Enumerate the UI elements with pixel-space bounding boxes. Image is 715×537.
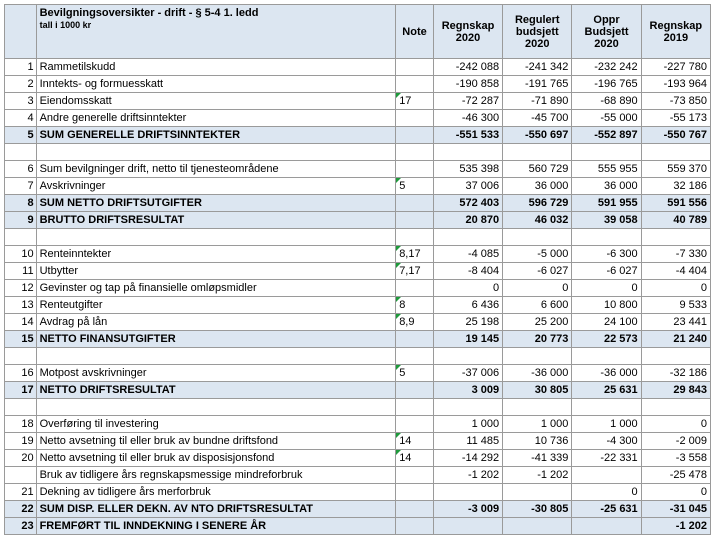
value-regnskap-2019: 23 441	[641, 314, 710, 331]
note-text: 14	[399, 452, 412, 464]
value-regnskap-2020: -3 009	[433, 501, 502, 518]
table-row	[5, 467, 711, 484]
table-row	[5, 314, 711, 331]
table-title: Bevilgningsoversikter - drift - § 5-4 1. ledd	[39, 7, 259, 19]
value-regnskap-2020: 3 009	[433, 382, 502, 399]
value-regulert-budsjett-2020: -1 202	[503, 467, 572, 484]
table-subtitle: tall i 1000 kr	[39, 20, 92, 30]
header-col3-line: 2020	[594, 37, 619, 50]
spacer-row	[5, 144, 711, 161]
row-label: Renteinntekter	[36, 246, 396, 263]
value-oppr-budsjett-2020: -552 897	[572, 127, 641, 144]
value-regnskap-2020: 20 870	[433, 212, 502, 229]
row-number: 21	[5, 484, 37, 501]
value-oppr-budsjett-2020: 0	[572, 280, 641, 297]
table-row	[5, 93, 711, 110]
spacer-cell	[572, 399, 641, 416]
value-regnskap-2020: -72 287	[433, 93, 502, 110]
row-note	[396, 280, 434, 297]
spacer-cell	[433, 348, 502, 365]
value-oppr-budsjett-2020: 591 955	[572, 195, 641, 212]
row-label: Dekning av tidligere års merforbruk	[36, 484, 396, 501]
header-title-cell	[36, 5, 396, 59]
value-regnskap-2020: 19 145	[433, 331, 502, 348]
row-label: Gevinster og tap på finansielle omløpsmidler	[36, 280, 396, 297]
spacer-cell	[641, 229, 710, 246]
header-col3-line: Budsjett	[584, 25, 629, 38]
spacer-cell	[503, 348, 572, 365]
spacer-cell	[572, 229, 641, 246]
value-oppr-budsjett-2020: -232 242	[572, 59, 641, 76]
value-regnskap-2020: 0	[433, 280, 502, 297]
row-number: 9	[5, 212, 37, 229]
table-row	[5, 76, 711, 93]
table-body	[5, 5, 711, 535]
row-number: 23	[5, 518, 37, 535]
value-regnskap-2019: -227 780	[641, 59, 710, 76]
table-row	[5, 297, 711, 314]
row-label: Andre generelle driftsinntekter	[36, 110, 396, 127]
header-col2-line: Regulert	[514, 13, 560, 26]
row-number: 2	[5, 76, 37, 93]
table-row	[5, 110, 711, 127]
value-regnskap-2019: -32 186	[641, 365, 710, 382]
row-label: SUM DISP. ELLER DEKN. AV NTO DRIFTSRESULTAT	[36, 501, 396, 518]
value-oppr-budsjett-2020: 22 573	[572, 331, 641, 348]
comment-flag-icon	[396, 433, 401, 438]
row-label: Bruk av tidligere års regnskapsmessige mindreforbruk	[36, 467, 396, 484]
value-regulert-budsjett-2020: 1 000	[503, 416, 572, 433]
value-regnskap-2019: 0	[641, 484, 710, 501]
row-number	[5, 467, 37, 484]
row-note	[396, 365, 434, 382]
value-regulert-budsjett-2020: 20 773	[503, 331, 572, 348]
spacer-cell	[433, 399, 502, 416]
value-oppr-budsjett-2020	[572, 518, 641, 535]
value-oppr-budsjett-2020: 39 058	[572, 212, 641, 229]
value-regnskap-2019: 559 370	[641, 161, 710, 178]
value-regnskap-2019: -31 045	[641, 501, 710, 518]
row-note	[396, 76, 434, 93]
value-regnskap-2020	[433, 484, 502, 501]
value-oppr-budsjett-2020: 36 000	[572, 178, 641, 195]
value-oppr-budsjett-2020: -6 027	[572, 263, 641, 280]
row-note	[396, 178, 434, 195]
value-regnskap-2019: 29 843	[641, 382, 710, 399]
row-label: Sum bevilgninger drift, netto til tjenesteområdene	[36, 161, 396, 178]
value-regulert-budsjett-2020: -36 000	[503, 365, 572, 382]
row-note	[396, 59, 434, 76]
row-label: Rammetilskudd	[36, 59, 396, 76]
note-text: 8	[399, 299, 406, 311]
row-number: 22	[5, 501, 37, 518]
row-label: BRUTTO DRIFTSRESULTAT	[36, 212, 396, 229]
comment-flag-icon	[396, 314, 401, 319]
value-regnskap-2020: 1 000	[433, 416, 502, 433]
value-regnskap-2020: -242 088	[433, 59, 502, 76]
value-regnskap-2020: 535 398	[433, 161, 502, 178]
value-regnskap-2019: -4 404	[641, 263, 710, 280]
value-oppr-budsjett-2020: -68 890	[572, 93, 641, 110]
row-number: 4	[5, 110, 37, 127]
row-label: Motpost avskrivninger	[36, 365, 396, 382]
spacer-cell	[641, 348, 710, 365]
row-number: 16	[5, 365, 37, 382]
note-text: 5	[399, 367, 406, 379]
spacer-cell	[641, 144, 710, 161]
value-regulert-budsjett-2020: -5 000	[503, 246, 572, 263]
row-label: NETTO FINANSUTGIFTER	[36, 331, 396, 348]
spacer-cell	[641, 399, 710, 416]
value-oppr-budsjett-2020: -4 300	[572, 433, 641, 450]
spacer-row	[5, 348, 711, 365]
header-col2-line: budsjett	[515, 25, 559, 38]
row-note	[396, 127, 434, 144]
value-regulert-budsjett-2020: -241 342	[503, 59, 572, 76]
value-regulert-budsjett-2020	[503, 484, 572, 501]
value-regnskap-2019: 32 186	[641, 178, 710, 195]
row-number: 10	[5, 246, 37, 263]
value-regnskap-2020: -8 404	[433, 263, 502, 280]
value-regnskap-2020: 25 198	[433, 314, 502, 331]
value-regulert-budsjett-2020: 46 032	[503, 212, 572, 229]
value-regnskap-2019: -7 330	[641, 246, 710, 263]
value-regnskap-2020	[433, 518, 502, 535]
value-regulert-budsjett-2020: -191 765	[503, 76, 572, 93]
spacer-cell	[503, 229, 572, 246]
note-text: 14	[399, 435, 412, 447]
row-label: Avskrivninger	[36, 178, 396, 195]
row-number: 3	[5, 93, 37, 110]
row-label: SUM NETTO DRIFTSUTGIFTER	[36, 195, 396, 212]
row-note	[396, 110, 434, 127]
row-number: 6	[5, 161, 37, 178]
row-label: Inntekts- og formuesskatt	[36, 76, 396, 93]
row-number: 7	[5, 178, 37, 195]
header-row	[5, 5, 711, 59]
spacer-cell	[36, 348, 396, 365]
value-regnskap-2019: -25 478	[641, 467, 710, 484]
value-regnskap-2019: 9 533	[641, 297, 710, 314]
spacer-cell	[5, 399, 37, 416]
value-regulert-budsjett-2020: 30 805	[503, 382, 572, 399]
spacer-cell	[396, 348, 434, 365]
value-regulert-budsjett-2020: 0	[503, 280, 572, 297]
sum-row	[5, 518, 711, 535]
value-regulert-budsjett-2020: 596 729	[503, 195, 572, 212]
value-oppr-budsjett-2020	[572, 467, 641, 484]
table-row	[5, 161, 711, 178]
table-row	[5, 416, 711, 433]
spacer-cell	[503, 399, 572, 416]
comment-flag-icon	[396, 365, 401, 370]
header-col4-line: 2019	[663, 31, 689, 44]
spacer-cell	[5, 348, 37, 365]
header-col2-line: 2020	[525, 37, 550, 50]
row-note	[396, 297, 434, 314]
value-oppr-budsjett-2020: -6 300	[572, 246, 641, 263]
row-number: 5	[5, 127, 37, 144]
comment-flag-icon	[396, 246, 401, 251]
value-regnskap-2019: -550 767	[641, 127, 710, 144]
row-number: 20	[5, 450, 37, 467]
row-note	[396, 195, 434, 212]
row-number: 18	[5, 416, 37, 433]
header-num-cell	[5, 5, 37, 59]
spacer-row	[5, 399, 711, 416]
value-regnskap-2020: -1 202	[433, 467, 502, 484]
value-oppr-budsjett-2020: 24 100	[572, 314, 641, 331]
table-row	[5, 450, 711, 467]
value-regulert-budsjett-2020: 25 200	[503, 314, 572, 331]
spacer-cell	[396, 229, 434, 246]
row-note	[396, 246, 434, 263]
value-regulert-budsjett-2020: -41 339	[503, 450, 572, 467]
value-oppr-budsjett-2020: 0	[572, 484, 641, 501]
row-note	[396, 212, 434, 229]
sum-row	[5, 212, 711, 229]
sum-row	[5, 195, 711, 212]
sum-row	[5, 331, 711, 348]
row-label: NETTO DRIFTSRESULTAT	[36, 382, 396, 399]
spacer-cell	[396, 399, 434, 416]
value-regnskap-2020: -14 292	[433, 450, 502, 467]
row-note	[396, 484, 434, 501]
row-note	[396, 450, 434, 467]
spacer-cell	[5, 144, 37, 161]
comment-flag-icon	[396, 93, 401, 98]
row-number: 11	[5, 263, 37, 280]
value-regulert-budsjett-2020: 36 000	[503, 178, 572, 195]
comment-flag-icon	[396, 450, 401, 455]
value-regnskap-2020: 6 436	[433, 297, 502, 314]
spacer-cell	[572, 144, 641, 161]
header-col4	[641, 5, 710, 59]
row-note	[396, 314, 434, 331]
note-text: 8,17	[399, 248, 421, 260]
header-col3	[572, 5, 641, 59]
table-row	[5, 263, 711, 280]
value-regnskap-2020: 11 485	[433, 433, 502, 450]
spacer-cell	[433, 144, 502, 161]
value-regnskap-2019: 40 789	[641, 212, 710, 229]
row-number: 13	[5, 297, 37, 314]
row-label: Avdrag på lån	[36, 314, 396, 331]
comment-flag-icon	[396, 297, 401, 302]
row-note	[396, 518, 434, 535]
header-col1-line: 2020	[455, 31, 481, 44]
header-col4-line: Regnskap	[649, 19, 703, 32]
value-regnskap-2019: 591 556	[641, 195, 710, 212]
comment-flag-icon	[396, 263, 401, 268]
note-text: 5	[399, 180, 406, 192]
budget-table	[4, 4, 711, 535]
spacer-cell	[36, 229, 396, 246]
value-regulert-budsjett-2020: 10 736	[503, 433, 572, 450]
row-number: 12	[5, 280, 37, 297]
spacer-cell	[572, 348, 641, 365]
value-oppr-budsjett-2020: 555 955	[572, 161, 641, 178]
value-oppr-budsjett-2020: -25 631	[572, 501, 641, 518]
value-regulert-budsjett-2020: -71 890	[503, 93, 572, 110]
spacer-cell	[396, 144, 434, 161]
value-regnskap-2020: -190 858	[433, 76, 502, 93]
spacer-cell	[36, 144, 396, 161]
value-regnskap-2020: -37 006	[433, 365, 502, 382]
row-note	[396, 93, 434, 110]
table-row	[5, 246, 711, 263]
table-row	[5, 484, 711, 501]
value-oppr-budsjett-2020: -196 765	[572, 76, 641, 93]
value-regnskap-2019: -55 173	[641, 110, 710, 127]
row-label: Netto avsetning til eller bruk av bundne driftsfond	[36, 433, 396, 450]
value-regulert-budsjett-2020: -45 700	[503, 110, 572, 127]
value-oppr-budsjett-2020: 1 000	[572, 416, 641, 433]
row-label: Eiendomsskatt	[36, 93, 396, 110]
note-text: 17	[399, 95, 412, 107]
value-oppr-budsjett-2020: 10 800	[572, 297, 641, 314]
table-row	[5, 59, 711, 76]
note-text: 8,9	[399, 316, 415, 328]
value-regulert-budsjett-2020: 560 729	[503, 161, 572, 178]
table-row	[5, 365, 711, 382]
row-note	[396, 331, 434, 348]
value-regnskap-2020: -551 533	[433, 127, 502, 144]
sum-row	[5, 382, 711, 399]
row-note	[396, 416, 434, 433]
header-col1-line: Regnskap	[441, 19, 495, 32]
header-note: Note	[396, 5, 434, 59]
row-number: 17	[5, 382, 37, 399]
value-regulert-budsjett-2020: -30 805	[503, 501, 572, 518]
table-row	[5, 280, 711, 297]
value-regulert-budsjett-2020	[503, 518, 572, 535]
value-regnskap-2019: -1 202	[641, 518, 710, 535]
value-regnskap-2019: 0	[641, 416, 710, 433]
header-col1	[433, 5, 502, 59]
row-number: 15	[5, 331, 37, 348]
value-oppr-budsjett-2020: -55 000	[572, 110, 641, 127]
row-label: Utbytter	[36, 263, 396, 280]
spacer-cell	[5, 229, 37, 246]
comment-flag-icon	[396, 178, 401, 183]
row-number: 1	[5, 59, 37, 76]
table-row	[5, 433, 711, 450]
value-regulert-budsjett-2020: -550 697	[503, 127, 572, 144]
row-note	[396, 382, 434, 399]
row-note	[396, 263, 434, 280]
spacer-row	[5, 229, 711, 246]
value-regnskap-2019: 21 240	[641, 331, 710, 348]
value-regulert-budsjett-2020: -6 027	[503, 263, 572, 280]
value-regulert-budsjett-2020: 6 600	[503, 297, 572, 314]
row-label: Renteutgifter	[36, 297, 396, 314]
value-regnskap-2020: -4 085	[433, 246, 502, 263]
value-regnskap-2019: -193 964	[641, 76, 710, 93]
value-regnskap-2020: 37 006	[433, 178, 502, 195]
value-oppr-budsjett-2020: -22 331	[572, 450, 641, 467]
row-number: 14	[5, 314, 37, 331]
value-regnskap-2019: -73 850	[641, 93, 710, 110]
header-col2	[503, 5, 572, 59]
sum-row	[5, 501, 711, 518]
row-note	[396, 433, 434, 450]
spacer-cell	[503, 144, 572, 161]
value-regnskap-2019: -3 558	[641, 450, 710, 467]
value-regnskap-2020: -46 300	[433, 110, 502, 127]
row-note	[396, 161, 434, 178]
spacer-cell	[36, 399, 396, 416]
row-label: Netto avsetning til eller bruk av disposisjonsfond	[36, 450, 396, 467]
value-oppr-budsjett-2020: 25 631	[572, 382, 641, 399]
row-number: 19	[5, 433, 37, 450]
row-label: SUM GENERELLE DRIFTSINNTEKTER	[36, 127, 396, 144]
row-note	[396, 501, 434, 518]
header-col3-line: Oppr	[593, 13, 620, 26]
note-text: 7,17	[399, 265, 421, 277]
row-note	[396, 467, 434, 484]
row-label: Overføring til investering	[36, 416, 396, 433]
spacer-cell	[433, 229, 502, 246]
value-regnskap-2020: 572 403	[433, 195, 502, 212]
sum-row	[5, 127, 711, 144]
row-label: FREMFØRT TIL INNDEKNING I SENERE ÅR	[36, 518, 396, 535]
row-number: 8	[5, 195, 37, 212]
value-regnskap-2019: -2 009	[641, 433, 710, 450]
table-row	[5, 178, 711, 195]
value-regnskap-2019: 0	[641, 280, 710, 297]
value-oppr-budsjett-2020: -36 000	[572, 365, 641, 382]
